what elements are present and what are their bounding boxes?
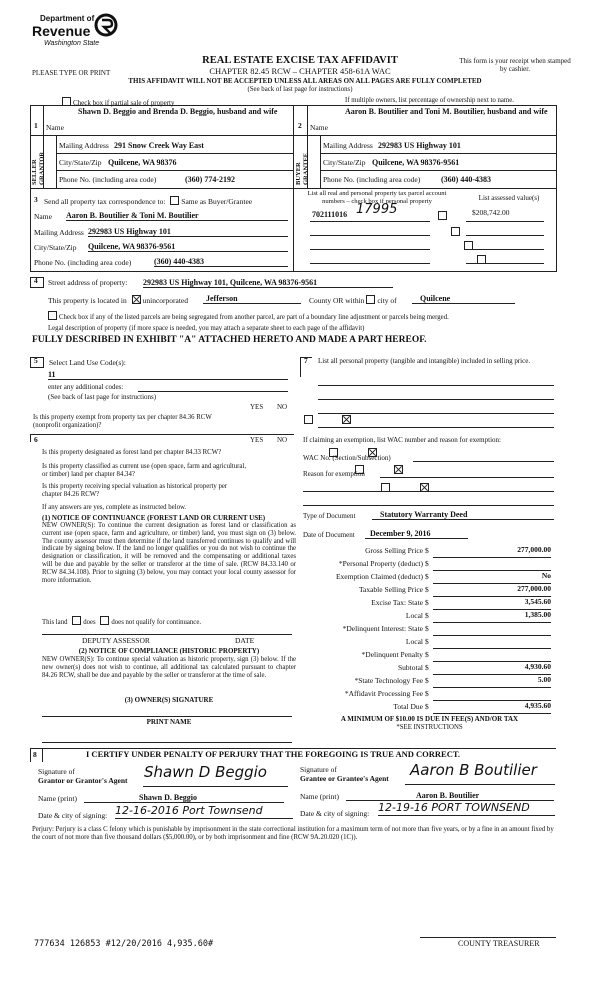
- fee-value: 3,545.60: [433, 598, 551, 610]
- fee-label: *Delinquent Interest: State: [342, 624, 423, 633]
- parcels-header: List all real and personal property tax parcel account numbers – check box if personal property: [307, 190, 447, 205]
- assessed-1: $208,742.00: [472, 208, 510, 217]
- fee-value: 4,930.60: [433, 663, 551, 675]
- correspondence-label: [44, 196, 252, 207]
- perjury-text: Perjury: Perjury is a class C felony which is punishable by imprisonment in the state correctional institution for a maximum term of not more than five years, or by a fine in an amount fixed by the court of not more than five thousand dollars ($5,000.00), or by both imprisonment and fine (RCW 9A.20.020 (1C)).: [32, 826, 554, 841]
- land-use-label: Select Land Use Code(s):: [49, 358, 126, 367]
- print-name-label: PRINT NAME: [146, 718, 192, 726]
- notice1-title: (1) NOTICE OF CONTINUANCE (FOREST LAND OR CURRENT USE): [42, 514, 266, 522]
- fee-row: [303, 585, 556, 598]
- section-2-number: 2: [298, 121, 302, 130]
- assessor-date-label: DATE: [235, 636, 255, 645]
- segregated-checkbox[interactable]: [48, 311, 57, 320]
- street-address: 292983 US Highway 101, Quilcene, WA 98376-9561: [143, 278, 393, 288]
- unincorporated-label: unincorporated: [142, 296, 189, 305]
- qualify-row: [42, 616, 201, 627]
- corr-phone: (360) 440-4383: [154, 257, 288, 267]
- fee-table: [303, 546, 556, 715]
- please-type: PLEASE TYPE OR PRINT: [32, 69, 111, 77]
- city-name: Quilcene: [412, 294, 515, 304]
- located-row: [48, 295, 188, 306]
- fee-row: [303, 663, 556, 676]
- fee-currency: $: [425, 689, 429, 698]
- corr-name: Aaron B. Boutilier & Toni M. Boutilier: [66, 211, 288, 221]
- buyer-city-label: City/State/Zip: [323, 158, 366, 167]
- same-as-buyer-label: Same as Buyer/Grantee: [181, 197, 253, 206]
- fee-label: *Affidavit Processing Fee: [344, 689, 423, 698]
- exempt-question: Is this property exempt from property tax per chapter 84.36 RCW (nonprofit organization)?: [33, 414, 212, 429]
- fee-value: 277,000.00: [433, 546, 551, 558]
- grantee-sig-label2: Grantee or Grantee's Agent: [300, 774, 389, 783]
- corr-mailing-label: Mailing Address: [34, 228, 84, 237]
- grantor-date: 12-16-2016 Port Townsend: [115, 805, 293, 819]
- grantor-name-label: Name (print): [38, 794, 77, 803]
- land-use-code: 11: [48, 370, 288, 380]
- minimum-note: A MINIMUM OF $10.00 IS DUE IN FEE(S) AND/OR TAX: [340, 715, 519, 723]
- current-use-question: Is this property classified as current use (open space, farm and agricultural, or timber) land per chapter 84.34?: [42, 463, 247, 478]
- buyer-phone: (360) 440-4383: [441, 175, 491, 184]
- multiple-owners-note: If multiple owners, list percentage of ownership next to name.: [345, 97, 514, 104]
- fee-value: 1,385.00: [433, 611, 551, 623]
- fee-row: [303, 624, 556, 637]
- grantee-sig-label1: Signature of: [300, 765, 337, 774]
- fee-label: Excise Tax: State: [371, 598, 423, 607]
- section-8-number: 8: [33, 750, 37, 759]
- section-5-number: 5: [34, 356, 38, 365]
- fee-value: 277,000.00: [433, 585, 551, 597]
- grantee-name-label: Name (print): [300, 792, 339, 801]
- same-as-buyer-checkbox[interactable]: [170, 196, 179, 205]
- see-back: (See back of last page for instructions): [247, 86, 353, 93]
- seller-city-label: City/State/Zip: [59, 158, 102, 167]
- fee-currency: $: [425, 585, 429, 594]
- within-label: within: [345, 296, 365, 305]
- segregated-label: Check box if any of the listed parcels are being segregated from another parcel, are part of a boundary line adjustment or parcels being merged.: [59, 314, 449, 321]
- fee-label: Exemption Claimed (deduct): [335, 572, 423, 581]
- grantor-name: Shawn D. Beggio: [84, 793, 284, 803]
- fee-row: [303, 637, 556, 650]
- county-or-label: County OR: [309, 296, 344, 305]
- seller-mailing-label: Mailing Address: [59, 141, 109, 150]
- notice1-body: NEW OWNER(S): To continue the current designation as forest land or classification as current use (open space, farm and agriculture, or timber) land, you must sign on (3) below. The county assessor must then determine if the land transferred continues to qualify and will indicate by signing below. If the land no longer qualifies or you do not wish to continue the designation or classification, it will be removed and the compensating or additional taxes will be due and payable by the seller or transferor at the time of sale. (RCW 84.33.140 or RCW 84.34.108). Prior to signing (3) below, you may contact your local county assessor for more information.: [42, 522, 296, 584]
- fee-currency: $: [425, 572, 429, 581]
- corr-city: Quilcene, WA 98376-9561: [88, 242, 288, 252]
- partial-sale-label: Check box if partial sale of property: [73, 99, 175, 107]
- fee-label: *State Technology Fee: [354, 676, 423, 685]
- grantee-name: Aaron B. Boutilier: [346, 791, 554, 801]
- located-label: This property is located in: [48, 296, 127, 305]
- fee-value: 5.00: [433, 676, 551, 688]
- doc-type: Statutory Warranty Deed: [372, 510, 554, 520]
- personal-property-label: List all personal property (tangible and intangible) included in selling price.: [318, 357, 531, 365]
- additional-codes-label: enter any additional codes:: [48, 383, 124, 391]
- fee-value: [433, 689, 551, 701]
- fee-currency: $: [425, 624, 429, 633]
- fee-row: [303, 676, 556, 689]
- fee-currency: $: [425, 637, 429, 646]
- grantee-date-label: Date & city of signing:: [300, 809, 370, 818]
- section-3-number: 3: [34, 195, 38, 204]
- correspondence-text: Send all property tax correspondence to:: [44, 197, 166, 206]
- fee-row: [303, 598, 556, 611]
- section-6-number: 6: [34, 435, 38, 444]
- fee-value: [433, 559, 551, 571]
- county-name: Jefferson: [203, 294, 301, 304]
- fee-row: [303, 702, 556, 715]
- exemption-label: If claiming an exemption, list WAC number and reason for exemption:: [303, 436, 501, 444]
- segregated-row: [48, 311, 558, 322]
- parcel-2-personal-checkbox[interactable]: [451, 227, 460, 236]
- buyer-mailing: 292983 US Highway 101: [378, 141, 461, 150]
- s6-no-header: NO: [277, 436, 288, 444]
- see-instructions: *SEE INSTRUCTIONS: [396, 724, 463, 731]
- seller-name-label: Name: [46, 123, 64, 132]
- perjury-note: [32, 826, 556, 842]
- unincorporated-checkbox[interactable]: [132, 295, 141, 304]
- county-treasurer-label: COUNTY TREASURER: [458, 939, 540, 948]
- seller-name: Shawn D. Beggio and Brenda D. Beggio, husband and wife: [78, 107, 278, 116]
- current-use-no-checkbox[interactable]: [394, 465, 403, 474]
- deputy-assessor-label: DEPUTY ASSESSOR: [82, 636, 150, 645]
- fee-value: No: [433, 572, 551, 584]
- fee-currency: $: [425, 559, 429, 568]
- does-not-label: does not qualify for continuance.: [111, 619, 202, 626]
- grantee-signature: Aaron B Boutilier: [410, 761, 537, 779]
- form-title: REAL ESTATE EXCISE TAX AFFIDAVIT: [202, 55, 398, 66]
- grantee-date: 12-19-16 PORT TOWNSEND: [378, 802, 555, 816]
- fee-label: Gross Selling Price: [365, 546, 423, 555]
- doc-date: December 9, 2016: [365, 529, 468, 539]
- fee-value: 4,935.60: [433, 702, 551, 714]
- fee-currency: $: [425, 650, 429, 659]
- seller-phone-label: Phone No. (including area code): [59, 175, 157, 184]
- fee-currency: $: [425, 676, 429, 685]
- certify-statement: I CERTIFY UNDER PENALTY OF PERJURY THAT THE FOREGOING IS TRUE AND CORRECT.: [86, 749, 461, 759]
- grantor-signature: Shawn D Beggio: [144, 763, 267, 781]
- fee-value: [433, 650, 551, 662]
- fee-label: Local: [405, 611, 423, 620]
- fee-row: [303, 559, 556, 572]
- fee-value: [433, 624, 551, 636]
- does-qualify-checkbox[interactable]: [72, 616, 81, 625]
- historic-question: Is this property receiving special valuation as historical property per chapter 84.26 RCW?: [42, 483, 228, 498]
- seller-mailing: 291 Snow Creek Way East: [114, 141, 204, 150]
- wac-label: WAC No. (Section/Subsection): [303, 454, 391, 462]
- fee-currency: $: [425, 611, 429, 620]
- does-not-qualify-checkbox[interactable]: [100, 616, 109, 625]
- legal-label: Legal description of property (if more space is needed, you may attach a separate sheet to each page of the affidavit): [48, 325, 365, 332]
- fee-currency: $: [425, 663, 429, 672]
- fee-label: *Delinquent Penalty: [361, 650, 423, 659]
- agency-logo: [30, 12, 125, 54]
- s5-yes-header: YES: [250, 403, 264, 411]
- buyer-name-label: Name: [310, 123, 328, 132]
- form-notice: THIS AFFIDAVIT WILL NOT BE ACCEPTED UNLESS ALL AREAS ON ALL PAGES ARE FULLY COMPLETED: [128, 77, 482, 85]
- s5-no-header: NO: [277, 403, 288, 411]
- s6-yes-header: YES: [250, 436, 264, 444]
- seller-city: Quilcene, WA 98376: [108, 158, 177, 167]
- within-row: [309, 295, 397, 306]
- form-subtitle: CHAPTER 82.45 RCW – CHAPTER 458-61A WAC: [209, 66, 391, 76]
- doc-type-label: Type of Document: [303, 512, 356, 520]
- owner-signature-label: (3) OWNER(S) SIGNATURE: [124, 696, 214, 704]
- notice2-body: NEW OWNER(S): To continue special valuation as historic property, sign (3) below. If the new owner(s) does not wish to continue, all additional tax calculated pursuant to chapter 84.26 RCW, shall be due and payable by the seller or transferor at the time of sale.: [42, 656, 296, 679]
- grantor-sig-label1: Signature of: [38, 767, 75, 776]
- parcel-1: 702111016: [312, 210, 348, 219]
- fee-label: Local: [405, 637, 423, 646]
- agency-line1: Department of: [40, 14, 95, 23]
- fee-currency: $: [425, 546, 429, 555]
- reason-label: Reason for exemption: [303, 470, 365, 478]
- land-use-see-back: (See back of last page for instructions): [48, 393, 157, 401]
- seller-phone: (360) 774-2192: [185, 175, 235, 184]
- exempt-yes-checkbox[interactable]: [304, 415, 313, 424]
- buyer-side-label: BUYER GRANTEE: [295, 152, 310, 185]
- fee-row: [303, 689, 556, 702]
- corr-name-label: Name: [34, 212, 52, 221]
- cashier-stamp: 777634 126853 #12/20/2016 4,935.60#: [34, 939, 214, 949]
- parcel-1-personal-checkbox[interactable]: [438, 211, 447, 220]
- assessed-header: List assessed value(s): [478, 194, 540, 202]
- grantor-date-label: Date & city of signing:: [38, 811, 108, 820]
- fee-label: *Personal Property (deduct): [338, 559, 423, 568]
- buyer-phone-label: Phone No. (including area code): [323, 175, 421, 184]
- does-label: does: [83, 619, 96, 626]
- section-1-number: 1: [34, 121, 38, 130]
- revenue-logo-icon: [94, 12, 118, 40]
- corr-phone-label: Phone No. (including area code): [34, 258, 132, 267]
- seller-side-label: SELLER GRANTOR: [31, 151, 46, 185]
- notice2-title: (2) NOTICE OF COMPLIANCE (HISTORIC PROPERTY): [78, 647, 260, 655]
- agency-line2: Revenue: [32, 23, 91, 39]
- fee-row: [303, 611, 556, 624]
- section-4-number: 4: [34, 276, 38, 285]
- fee-label: Subtotal: [397, 663, 423, 672]
- buyer-mailing-label: Mailing Address: [323, 141, 373, 150]
- fee-label: Total Due: [393, 702, 423, 711]
- fee-label: Taxable Selling Price: [358, 585, 423, 594]
- if-yes-note: If any answers are yes, complete as instructed below.: [42, 504, 187, 511]
- legal-description: FULLY DESCRIBED IN EXHIBIT "A" ATTACHED HERETO AND MADE A PART HEREOF.: [32, 335, 427, 345]
- fee-row: [303, 650, 556, 663]
- forest-question: Is this property designated as forest land per chapter 84.33 RCW?: [42, 449, 222, 456]
- fee-currency: $: [425, 702, 429, 711]
- city-of-label: city of: [377, 296, 397, 305]
- receipt-note: This form is your receipt when stamped by cashier.: [459, 57, 571, 74]
- exempt-no-checkbox[interactable]: [342, 415, 351, 424]
- grantor-sig-label2: Grantor or Grantor's Agent: [38, 776, 128, 785]
- parcel-1-handwritten: 17995: [356, 202, 398, 217]
- agency-line3: Washington State: [44, 40, 100, 47]
- section-7-number: 7: [304, 356, 308, 365]
- doc-date-label: Date of Document: [303, 531, 355, 539]
- fee-value: [433, 637, 551, 649]
- corr-mailing: 292983 US Highway 101: [88, 227, 288, 237]
- buyer-name: Aaron B. Boutilier and Toni M. Boutilier, husband and wife: [345, 107, 548, 116]
- fee-row: [303, 546, 556, 559]
- fee-currency: $: [425, 598, 429, 607]
- street-label: Street address of property:: [48, 278, 128, 287]
- corr-city-label: City/State/Zip: [34, 243, 77, 252]
- this-land-label: This land: [42, 619, 68, 626]
- buyer-city: Quilcene, WA 98376-9561: [372, 158, 460, 167]
- within-city-checkbox[interactable]: [366, 295, 375, 304]
